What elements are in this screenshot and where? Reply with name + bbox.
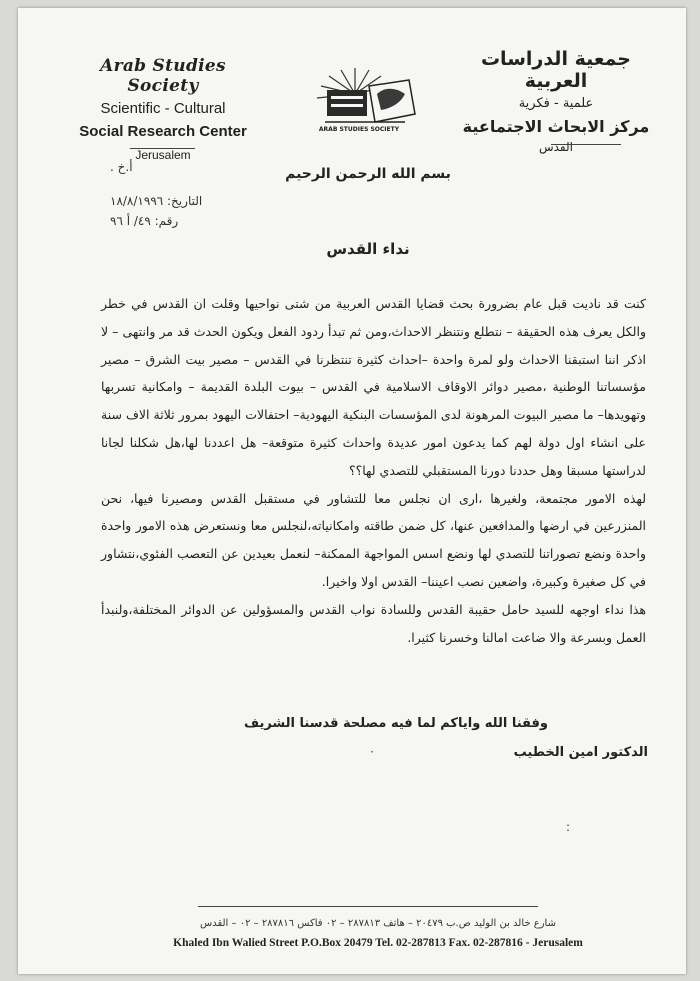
arabic-letterhead	[456, 48, 656, 154]
letter-title: نداء القدس	[326, 240, 410, 258]
footer-address-arabic: شارع خالد بن الوليد ص.ب ٢٠٤٧٩ – هاتف ٢٨٧٨١٣ – ٠٢ فاكس ٢٨٧٨١٦ – ٠٢ – القدس	[200, 918, 556, 929]
english-letterhead	[68, 56, 258, 162]
ink-mark: ·	[370, 745, 374, 759]
footer-address-english: Khaled Ibn Walied Street P.O.Box 20479 Tel. 02-287813 Fax. 02-287816 - Jerusalem	[173, 937, 583, 949]
reference-initials: أ.خ .	[110, 160, 133, 174]
society-type-arabic: علمية - فكرية	[518, 96, 594, 111]
arabic-header-rule	[551, 144, 621, 145]
closing-line: وفقنا الله واياكم لما فيه مصلحة قدسنا الشريف	[243, 716, 548, 731]
city-arabic: القدس	[538, 140, 573, 154]
city-english: Jerusalem	[135, 148, 191, 162]
paragraph: هذا نداء اوجهه للسيد حامل حقيبة القدس وللسادة نواب القدس والمسؤولين عن الدوائر المختلفة،ولنبدأ العمل وبسرعة والا ضاعت امالنا وخسرنا كثيرا.	[101, 601, 646, 645]
paragraph: لهذه الامور مجتمعة، ولغيرها ،ارى ان نجلس معا للتشاور في مستقبل القدس ومصيرنا فيها، نحن المنزرعين في ارضها والمدافعين عنها، كل ضمن طاقته وامكانياته،لنجلس معا ونستعرض هذه الامور واحدة واحدة ونضع تصوراتنا للتصدي لها ونضع اسس المواجهة الممكنة– لنعمل بعيدين عن التعصب الفئوي،نتشاور في كل صغيرة وكبيرة، واضعين نصب اعيننا– القدس اولا واخيرا.	[101, 490, 646, 589]
letter-body	[101, 290, 646, 651]
society-logo	[305, 64, 425, 138]
research-center-english: Social Research Center	[79, 123, 247, 140]
logo-caption: ARAB STUDIES SOCIETY	[318, 126, 400, 133]
english-header-rule	[130, 148, 195, 149]
society-name-english: Arab Studies Society	[100, 56, 226, 96]
signature-name: الدكتور امين الخطيب	[513, 745, 648, 760]
paragraph: كنت قد ناديت قبل عام بضرورة بحث قضايا القدس العربية من شتى نواحيها وقلت ان القدس في خطر والكل يعرف هذه الحقيقة – نتطلع ونتنظر الاحداث،ومن ثم تبدأ ردود الفعل ويكون الحدث قد مر وانتهى – لا اذكر اننا استبقنا الاحداث ولو لمرة واحدة –احداث كثيرة تنتظرنا في القدس – مصير بيت الشرق – مصير مؤسساتنا الوطنية ،مصير دوائر الاوقاف الاسلامية في القدس – بيوت البلدة القديمة – وامكانية تسربها وتهويدها– ما مصير البيوت المرهونة لدى المؤسسات البنكية اليهودية– احتفالات اليهود بمرور ثلاثة الاف سنة على انشاء اول دولة لهم كما يدعون امور عديدة واحداث كثيرة متوقعة– هل اعددنا لها،هل شكلنا لجانا لدراستها مسبقا وهل حددنا دورنا المستقبلي للتصدي لها؟؟	[101, 296, 646, 478]
letter-date: التاريخ: ١٨/٨/١٩٩٦	[110, 194, 203, 208]
society-name-arabic: جمعية الدراسات العربية	[480, 48, 632, 92]
reference-number: رقم: ٤٩/ أ ٩٦	[110, 214, 179, 228]
basmala: بسم الله الرحمن الرحيم	[285, 166, 451, 182]
footer-rule	[198, 906, 538, 907]
research-center-arabic: مركز الابحاث الاجتماعية	[462, 117, 650, 136]
ink-mark: :	[566, 820, 571, 834]
letter-page	[18, 8, 686, 974]
society-type-english: Scientific - Cultural	[100, 100, 226, 117]
